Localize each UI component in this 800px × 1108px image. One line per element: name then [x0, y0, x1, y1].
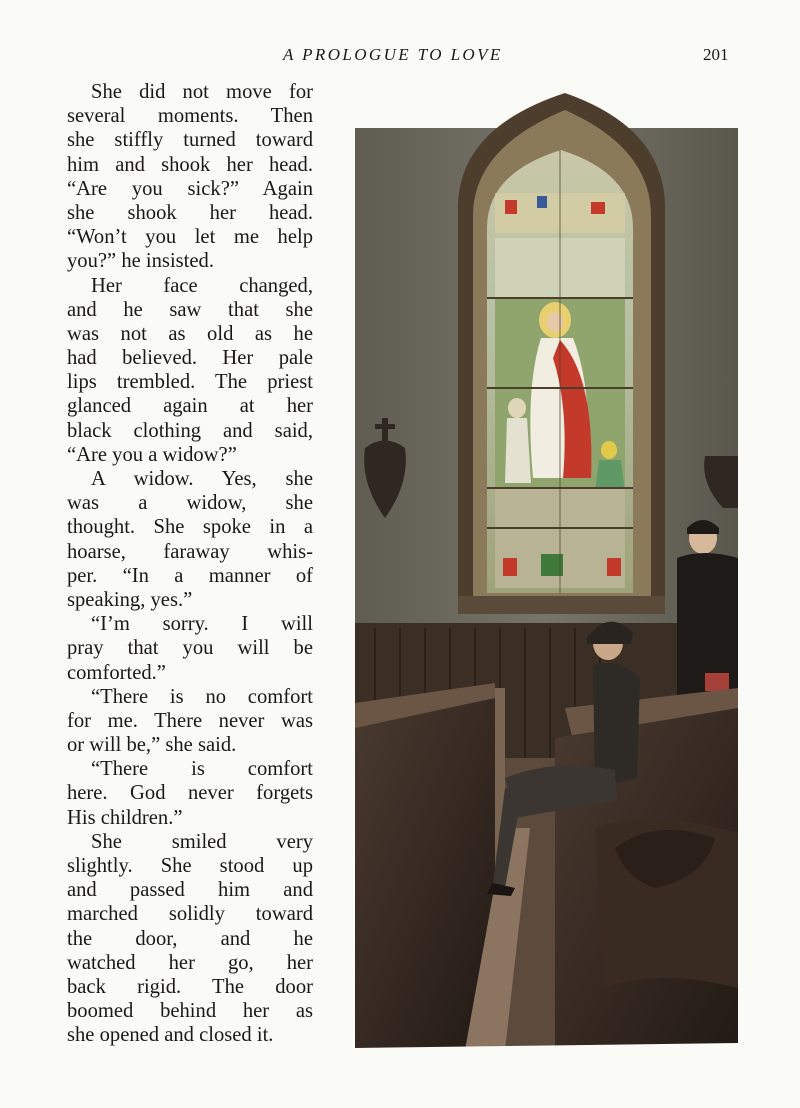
left-pew — [355, 698, 495, 1048]
text-line: per. “In a manner of — [67, 564, 313, 587]
text-line: Her face changed, — [91, 274, 313, 297]
text-line: several moments. Then — [67, 105, 313, 128]
text-line: She smiled very — [91, 830, 313, 853]
text-line: him and shook her head. — [67, 153, 313, 176]
text-line: “Are you sick?” Again — [67, 177, 313, 200]
text-line: you?” he insisted. — [67, 250, 214, 273]
text-line: she stiffly turned toward — [67, 129, 313, 152]
text-line: hoarse, faraway whis- — [67, 540, 313, 563]
text-line: she opened and closed it. — [67, 1024, 274, 1047]
text-line: and passed him and — [67, 879, 313, 902]
text-line: She did not move for — [91, 81, 313, 103]
illustration-svg — [355, 88, 738, 1050]
text-line: His children.” — [67, 806, 183, 829]
text-line: pray that you will be — [67, 637, 313, 660]
body-text-column — [67, 80, 313, 1048]
text-line: and he saw that she — [67, 298, 313, 321]
text-line: “I’m sorry. I will — [91, 613, 313, 636]
text-line: “Won’t you let me help — [67, 226, 313, 249]
text-line: glanced again at her — [67, 395, 313, 418]
text-line: thought. She spoke in a — [67, 516, 313, 539]
text-line: “There is no comfort — [91, 685, 313, 708]
church-interior-illustration — [355, 88, 738, 1050]
text-line: boomed behind her as — [67, 1000, 313, 1023]
text-line: she shook her head. — [67, 201, 313, 224]
text-line: slightly. She stood up — [67, 855, 313, 877]
text-line: here. God never forgets — [67, 782, 313, 805]
text-line: back rigid. The door — [67, 975, 313, 998]
text-line: marched solidly toward — [67, 903, 313, 926]
text-line: comforted.” — [67, 661, 166, 684]
text-line: “Are you a widow?” — [67, 443, 237, 466]
text-line: lips trembled. The priest — [67, 371, 313, 394]
running-title: A PROLOGUE TO LOVE — [283, 45, 503, 64]
text-line: “There is comfort — [91, 758, 313, 781]
text-line: was a widow, she — [67, 492, 313, 515]
page-number: 201 — [703, 45, 729, 64]
text-line: watched her go, her — [67, 951, 313, 974]
text-line: or will be,” she said. — [67, 734, 237, 757]
text-line: the door, and he — [67, 927, 313, 950]
text-line: was not as old as he — [67, 322, 313, 345]
text-line: for me. There never was — [67, 709, 313, 732]
text-line: had believed. Her pale — [67, 347, 313, 370]
text-line: A widow. Yes, she — [91, 468, 313, 490]
text-line: speaking, yes.” — [67, 588, 193, 611]
text-line: black clothing and said, — [67, 419, 313, 442]
